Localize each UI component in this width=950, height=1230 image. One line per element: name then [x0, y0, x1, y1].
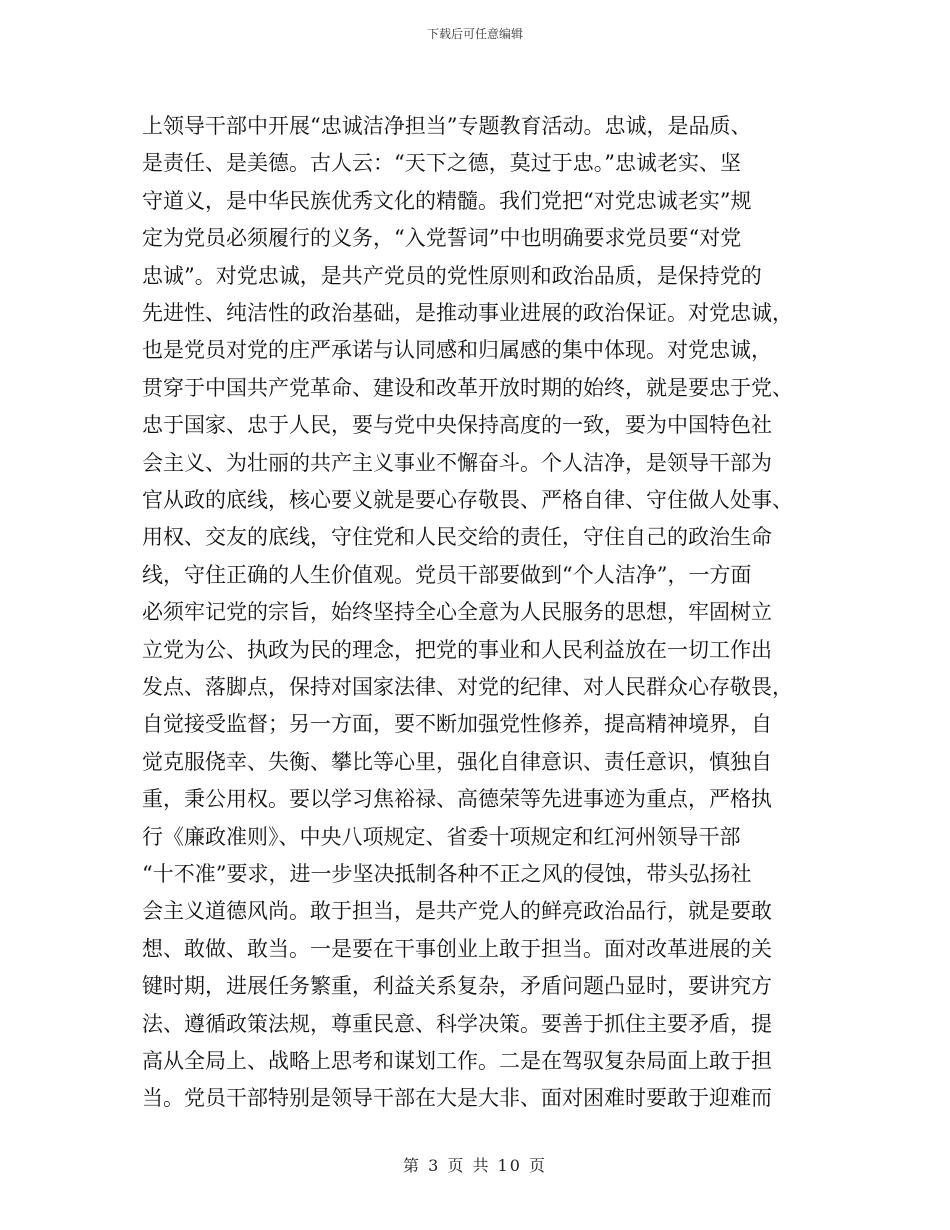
text-line: “十不准”要求，进一步坚决抵制各种不正之风的侵蚀，带头弘扬社 [142, 862, 752, 886]
text-line: 重，秉公用权。要以学习焦裕禄、高德荣等先进事迹为重点，严格执 [142, 787, 772, 812]
text-line: 忠于国家、忠于人民，要与党中央保持高度的一致，要为中国特色社 [142, 413, 772, 438]
text-line: 想、敢做、敢当。一是要在干事创业上敢于担当。面对改革进展的关 [142, 936, 772, 961]
page-header-note: 下载后可任意编辑 [426, 27, 523, 41]
text-line: 会主义道德风尚。敢于担当，是共产党人的鲜亮政治品行，就是要敢 [142, 899, 772, 924]
text-line: 是责任、是美德。古人云：“天下之德，莫过于忠。”忠诚老实、坚 [142, 151, 741, 176]
text-line: 定为党员必须履行的义务，“入党誓词”中也明确要求党员要“对党 [142, 226, 742, 251]
text-line: 发点、落脚点，保持对国家法律、对党的纪律、对人民群众心存敬畏， [142, 675, 793, 699]
text-line: 会主义、为壮丽的共产主义事业不懈奋斗。个人洁净，是领导干部为 [142, 450, 772, 475]
text-line: 自觉接受监督；另一方面，要不断加强党性修养，提高精神境界，自 [142, 712, 772, 737]
text-line: 忠诚”。对党忠诚，是共产党员的党性原则和政治品质，是保持党的 [142, 263, 762, 288]
text-line: 键时期，进展任务繁重，利益关系复杂，矛盾问题凸显时，要讲究方 [142, 974, 772, 999]
text-line: 立党为公、执政为民的理念，把党的事业和人民利益放在一切工作出 [142, 637, 772, 662]
text-line: 守道义，是中华民族优秀文化的精髓。我们党把“对党忠诚老实”规 [142, 188, 752, 213]
text-line: 高从全局上、战略上思考和谋划工作。二是在驾驭复杂局面上敢于担 [142, 1049, 772, 1073]
text-line: 用权、交友的底线，守住党和人民交给的责任，守住自己的政治生命 [142, 525, 772, 550]
text-line: 官从政的底线，核心要义就是要心存敬畏、严格自律、守住做人处事、 [142, 488, 793, 512]
text-line: 觉克服侥幸、失衡、攀比等心里，强化自律意识、责任意识，慎独自 [142, 749, 772, 774]
text-line: 法、遵循政策法规，尊重民意、科学决策。要善于抓住主要矛盾，提 [142, 1011, 772, 1036]
text-line: 也是党员对党的庄严承诺与认同感和归属感的集中体现。对党忠诚， [142, 338, 772, 363]
text-line: 上领导干部中开展“忠诚洁净担当”专题教育活动。忠诚，是品质、 [142, 114, 752, 138]
text-line: 行《廉政准则》、中央八项规定、省委十项规定和红河州领导干部 [142, 824, 741, 849]
text-line: 先进性、纯洁性的政治基础，是推动事业进展的政治保证。对党忠诚， [142, 301, 793, 325]
text-line: 必须牢记党的宗旨，始终坚持全心全意为人民服务的思想，牢固树立 [142, 600, 772, 625]
page-number: 第 3 页 共 10 页 [403, 1156, 547, 1175]
text-line: 贯穿于中国共产党革命、建设和改革开放时期的始终，就是要忠于党、 [142, 375, 793, 400]
text-line: 线，守住正确的人生价值观。党员干部要做到“个人洁净”，一方面 [142, 562, 752, 587]
text-line: 当。党员干部特别是领导干部在大是大非、面对困难时要敢于迎难而 [142, 1086, 772, 1111]
